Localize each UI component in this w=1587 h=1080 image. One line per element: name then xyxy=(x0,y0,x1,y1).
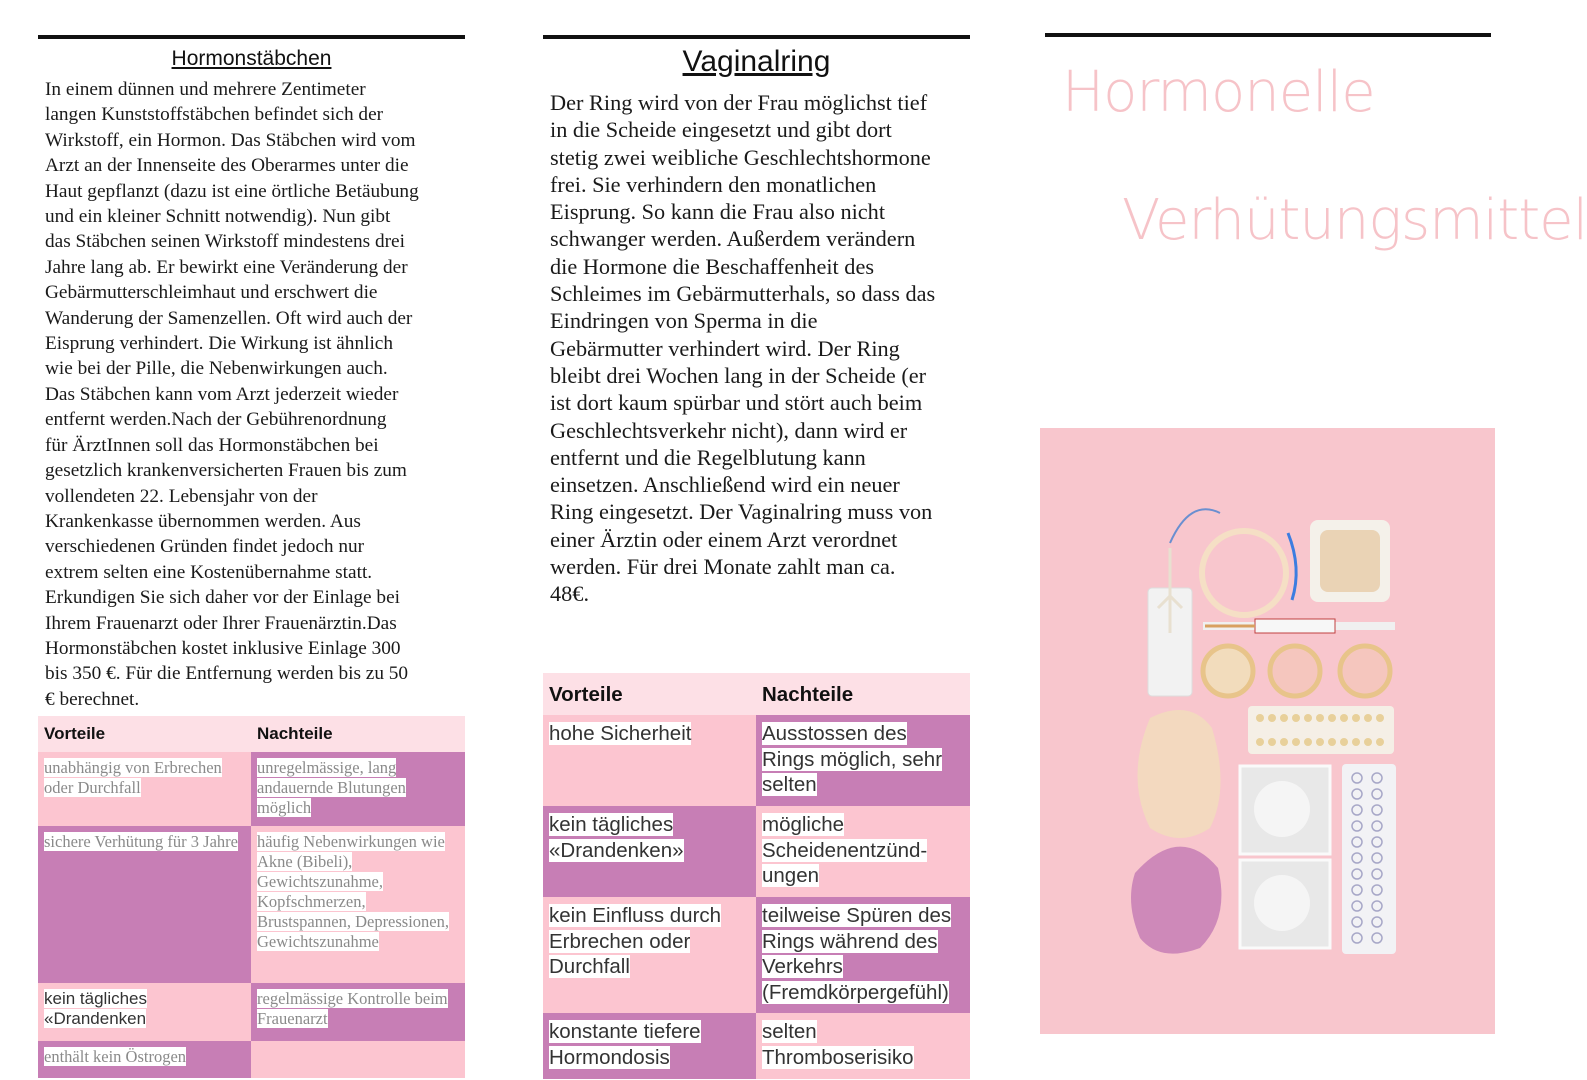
text-line: entfernt werden.Nach der Gebührenordnung xyxy=(45,409,387,431)
text-line: bis 350 €. Für die Entfernung werden bis zu 50 xyxy=(45,663,409,685)
text-line: Hormonstäbchen kostet inklusive Einlage 300 xyxy=(45,637,401,659)
table-cell-pro xyxy=(38,1041,251,1078)
title-verhuetungsmittel: Verhütungsmittel xyxy=(1122,188,1587,253)
text-line: einer Ärztin oder einem Arzt verordnet xyxy=(550,526,898,552)
cell-text: teilweise Spüren des Rings während des Verkehrs (Fremdkörpergefühl) xyxy=(762,904,952,1004)
cell-text: mögliche Scheidenentzünd-ungen xyxy=(762,813,928,887)
condom-icon xyxy=(1340,646,1390,696)
column-header-pros: Vorteile xyxy=(543,673,756,715)
table-cell-pro xyxy=(38,983,251,1041)
column-header-pros: Vorteile xyxy=(38,716,251,752)
text-line: Ihrem Frauenarzt oder Ihrer Frauenärztin.Das xyxy=(45,612,397,634)
cell-text: regelmässige Kontrolle beim Frauenarzt xyxy=(257,989,448,1028)
cell-text: unregelmässige, lang andauernde Blutungen möglich xyxy=(257,758,406,817)
text-line: in die Scheide eingesetzt und gibt dort xyxy=(550,117,892,143)
text-line: Krankenkasse übernommen werden. Aus xyxy=(45,510,361,532)
text-line: Geschlechtsverkehr nicht), dann wird er xyxy=(550,417,908,443)
table-row xyxy=(543,1013,970,1079)
table-cell-pro xyxy=(543,806,756,897)
cell-text: unabhängig von Erbrechen oder Durchfall xyxy=(44,758,222,797)
text-line: die Hormone die Beschaffenheit des xyxy=(550,253,875,279)
text-line: vollendeten 22. Lebensjahr von der xyxy=(45,485,318,507)
table-cell-con xyxy=(251,826,465,983)
table-header-row xyxy=(543,673,970,715)
text-line: Das Stäbchen kann vom Arzt jederzeit wieder xyxy=(45,383,399,405)
table-cell-con xyxy=(251,983,465,1041)
text-line: Erkundigen Sie sich daher vor der Einlage bei xyxy=(45,587,400,609)
table-cell-pro xyxy=(38,752,251,826)
left-pros-cons-table xyxy=(38,716,465,1078)
text-line: 48€. xyxy=(550,581,590,607)
text-line: Eisprung. So kann die Frau also nicht xyxy=(550,199,886,225)
left-body-text xyxy=(45,77,465,712)
cell-text: kein tägliches «Drandenken xyxy=(44,989,148,1028)
middle-pros-cons-table xyxy=(543,673,970,1079)
text-line: Eisprung verhindert. Die Wirkung ist ähnlich xyxy=(45,333,394,355)
text-line: Der Ring wird von der Frau möglichst tief xyxy=(550,90,928,115)
table-row xyxy=(38,1041,465,1078)
middle-top-rule xyxy=(543,35,970,39)
text-line: ist dort kaum spürbar und stört auch beim xyxy=(550,390,923,416)
cell-text: häufig Nebenwirkungen wie Akne (Bibeli), Gewichtszunahme, Kopfschmerzen, Brustspannen, Depressionen, Gewichtszunahme xyxy=(257,832,450,951)
text-line: werden. Für drei Monate zahlt man ca. xyxy=(550,554,896,580)
text-line: frei. Sie verhindern den monatlichen xyxy=(550,171,877,197)
contraceptives-photo xyxy=(1040,428,1495,1034)
table-cell-pro xyxy=(38,826,251,983)
cell-text: konstante tiefere Hormondosis xyxy=(549,1020,701,1069)
condom-icon xyxy=(1270,646,1320,696)
text-line: extrem selten eine Kostenübernahme statt. xyxy=(45,561,373,583)
column-header-cons: Nachteile xyxy=(251,716,465,752)
table-cell-con xyxy=(756,715,970,806)
table-cell-pro xyxy=(543,897,756,1013)
table-cell-con xyxy=(756,897,970,1013)
text-line: In einem dünnen und mehrere Zentimeter xyxy=(45,79,366,100)
table-row xyxy=(543,715,970,806)
cell-text: selten Thromboserisiko xyxy=(762,1020,914,1069)
column-header-cons: Nachteile xyxy=(756,673,970,715)
table-cell-pro xyxy=(543,715,756,806)
text-line: stetig zwei weibliche Geschlechtshormone xyxy=(550,144,931,170)
cell-text: kein tägliches «Drandenken» xyxy=(549,813,684,862)
left-heading: Hormonstäbchen xyxy=(171,47,332,70)
middle-heading: Vaginalring xyxy=(682,45,831,78)
text-line: langen Kunststoffstäbchen befindet sich der xyxy=(45,104,384,126)
right-top-rule xyxy=(1045,33,1491,37)
text-line: wie bei der Pille, die Nebenwirkungen auch. xyxy=(45,358,388,380)
text-line: bleibt drei Wochen lang in der Scheide (er xyxy=(550,362,927,388)
cell-text: sichere Verhütung für 3 Jahre xyxy=(44,832,238,851)
text-line: verschiedenen Gründen findet jedoch nur xyxy=(45,536,365,558)
contraceptives-illustration xyxy=(1040,428,1495,1034)
table-cell-con xyxy=(756,806,970,897)
table-row xyxy=(543,897,970,1013)
text-line: Wirkstoff, ein Hormon. Das Stäbchen wird vom xyxy=(45,129,416,151)
text-line: Schleimes im Gebärmutterhals, so dass das xyxy=(550,281,936,307)
text-line: € berechnet. xyxy=(45,688,140,710)
text-line: entfernt und die Regelblutung kann xyxy=(550,444,866,470)
text-line: Gebärmutter verhindert wird. Der Ring xyxy=(550,335,900,361)
text-line: Arzt an der Innenseite des Oberarmes unter die xyxy=(45,155,409,177)
text-line: schwanger werden. Außerdem verändern xyxy=(550,226,916,252)
text-line: einsetzen. Anschließend wird ein neuer xyxy=(550,472,900,498)
condom-icon xyxy=(1203,646,1253,696)
table-row xyxy=(543,806,970,897)
text-line: das Stäbchen seinen Wirkstoff mindestens drei xyxy=(45,231,405,253)
table-cell-con xyxy=(251,1041,465,1078)
title-hormonelle: Hormonelle xyxy=(1062,60,1375,125)
table-row xyxy=(38,752,465,826)
middle-body-text xyxy=(550,89,970,608)
cell-text: Ausstossen des Rings möglich, sehr selten xyxy=(762,722,943,796)
pill-pack-icon xyxy=(1248,706,1394,754)
text-line: Haut gepflanzt (dazu ist eine örtliche Betäubung xyxy=(45,180,419,202)
text-line: Gebärmutterschleimhaut und erschwert die xyxy=(45,282,378,304)
text-line: für ÄrztInnen soll das Hormonstäbchen bei xyxy=(45,434,379,456)
cell-text: kein Einfluss durch Erbrechen oder Durchfall xyxy=(549,904,722,978)
text-line: Ring eingesetzt. Der Vaginalring muss von xyxy=(550,499,933,525)
table-header-row xyxy=(38,716,465,752)
text-line: Wanderung der Samenzellen. Oft wird auch der xyxy=(45,307,413,329)
text-line: Jahre lang ab. Er bewirkt eine Veränderung der xyxy=(45,256,408,278)
table-row xyxy=(38,983,465,1041)
table-cell-con xyxy=(756,1013,970,1079)
left-top-rule xyxy=(38,35,465,39)
table-row xyxy=(38,826,465,983)
text-line: Eindringen von Sperma in die xyxy=(550,308,818,334)
cell-text: hohe Sicherheit xyxy=(549,722,692,745)
text-line: und ein kleiner Schnitt notwendig). Nun gibt xyxy=(45,206,391,228)
pill-pack-vertical-icon xyxy=(1342,764,1396,954)
diaphragm-icon xyxy=(1138,710,1221,838)
table-cell-con xyxy=(251,752,465,826)
text-line: gesetzlich krankenversicherten Frauen bis zum xyxy=(45,460,407,482)
table-cell-pro xyxy=(543,1013,756,1079)
cell-text: enthält kein Östrogen xyxy=(44,1047,187,1066)
